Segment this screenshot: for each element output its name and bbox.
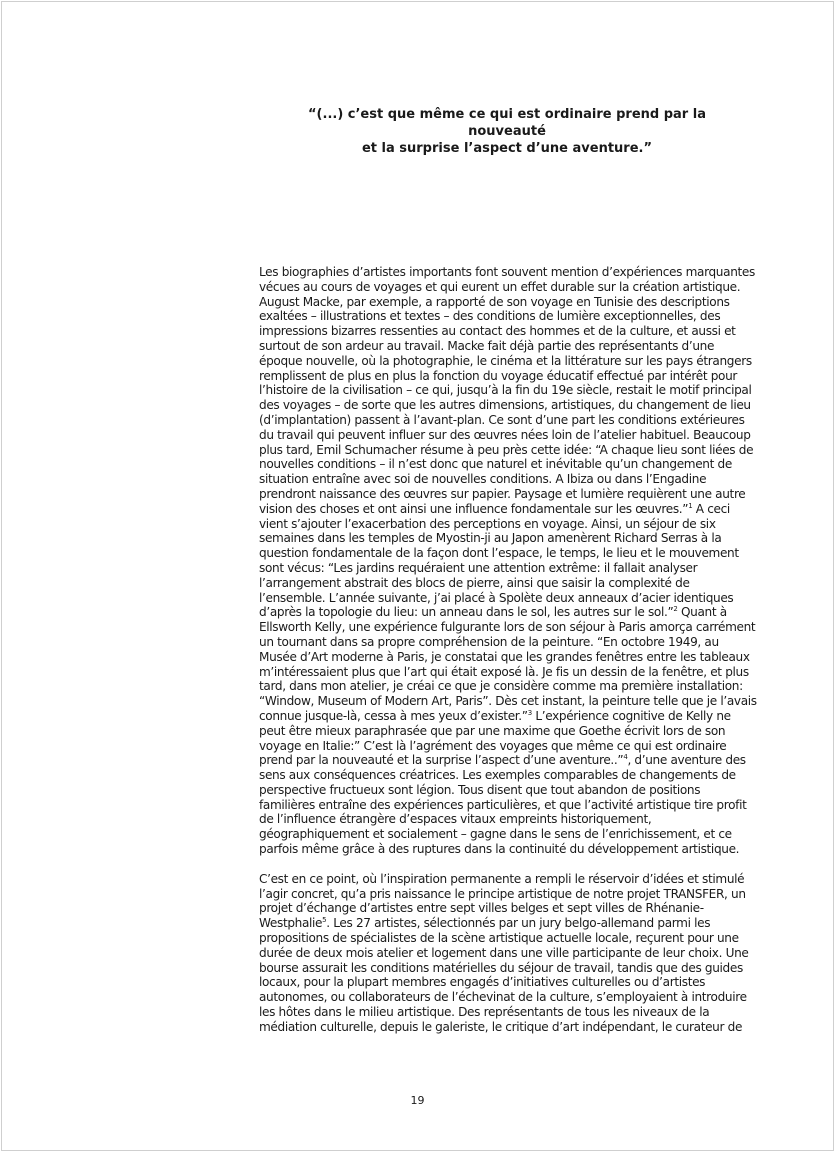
paragraph-1 [259,265,757,857]
footnote-ref-2: 2 [673,605,678,614]
body-text [259,265,757,1050]
paragraph-1-text-1: Les biographies d’artistes importants font souvent mention d’expériences marquantes vécues au cours de voyages et qui eurent un effet durable sur la création artistique. August Macke, par exemple, a rapporté de son voyage en Tunisie des descriptions exaltées – illustrations et textes – des conditions de lumière exceptionnelles, des impressions bizarres ressenties au contact des hommes et de la culture, et aussi et surtout de son ardeur au travail. Macke fait déjà partie des représentants d’une époque nouvelle, où la photographie, le cinéma et la littérature sur les pays étrangers remplissent de plus en plus la fonction du voyage éducatif effectué par intérêt pour l’histoire de la civilisation – ce qui, jusqu’à la fin du 19e siècle, restait le motif principal des voyages – de sorte que les autres dimensions, artistiques, du changement de lieu (d’implantation) passent à l’avant-plan. Ce sont d’une part les conditions extérieures du travail qui peuvent influer sur des œuvres nées loin de l’atelier habituel. Beaucoup plus tard, Emil Schumacher résume à peu près cette idée: “A chaque lieu sont liées de nouvelles conditions – il n’est donc que naturel et inévitable qu’un changement de situation entraîne avec soi de nouvelles conditions. A Ibiza ou dans l’Engadine prendront naissance des œuvres sur papier. Paysage et lumière requièrent une autre vision des choses et ont ainsi une influence fondamentale sur les œuvres.” [259,265,755,516]
epigraph-line-1: “(...) c’est que même ce qui est ordinaire prend par la nouveauté [308,107,706,139]
paragraph-1-text-5: , d’une aventure des sens aux conséquences créatrices. Les exemples comparables de changements de perspective fructueux sont légion. Tous disent que tout abandon de positions familières entraîne des expériences particulières, et que l’activité artistique tire profit de l’influence étrangère d’espaces vitaux empreints historiquement, géographiquement et socialement – gagne dans le sens de l’enrichissement, et ce parfois même grâce à des ruptures dans la continuité du développement artistique. [259,753,747,857]
paragraph-2-text-1: C’est en ce point, où l’inspiration permanente a rempli le réservoir d’idées et stimulé l’agir concret, qu’a pris naissance le principe artistique de notre projet TRANSFER, un projet d’échange d’artistes entre sept villes belges et sept villes de Rhénanie-Westphalie [259,871,746,931]
epigraph-line-2: et la surprise l’aspect d’une aventure.” [361,141,653,156]
page-number: 19 [410,1094,425,1107]
paragraph-2-text-2: . Les 27 artistes, sélectionnés par un jury belgo-allemand parmi les propositions de spécialistes de la scène artistique actuelle locale, reçurent pour une durée de deux mois atelier et logement dans une ville participante de leur choix. Une bourse assurait les conditions matérielles du séjour de travail, tandis que des guides locaux, pour la plupart membres engagés d’initiatives culturelles ou d’artistes autonomes, ou collaborateurs de l’échevinat de la culture, s’employaient à introduire les hôtes dans le milieu artistique. Des représentants de tous les niveaux de la médiation culturelle, depuis le galeriste, le critique d’art indépendant, le curateur de [259,916,749,1034]
footnote-ref-3: 3 [527,708,532,717]
document-page [1,1,834,1151]
paragraph-1-text-3: Quant à Ellsworth Kelly, une expérience fulgurante lors de son séjour à Paris amorça carrément un tournant dans sa propre compréhension de la peinture. “En octobre 1949, au Musée d’Art moderne à Paris, je constatai que les grandes fenêtres entre les tableaux m’intéressaient plus que l’art qui était exposé là. Je fis un dessin de la fenêtre, et plus tard, dans mon atelier, je créai ce que je considère comme ma première installation: “Window, Museum of Modern Art, Paris”. Dès cet instant, la peinture telle que je l’avais connue jusque-là, cessa à mes yeux d’exister.” [259,605,757,723]
epigraph-quote [272,106,742,157]
footnote-ref-1: 1 [688,501,693,510]
paragraph-1-text-2: A ceci vient s’ajouter l’exacerbation des perceptions en voyage. Ainsi, un séjour de six semaines dans les temples de Myostin-ji au Japon amenèrent Richard Serras à la question fondamentale de la façon dont l’espace, le temps, le lieu et le mouvement sont vécus: “Les jardins requéraient une attention extrême: il fallait analyser l’arrangement abstrait des blocs de pierre, ainsi que saisir la complexité de l’ensemble. L’année suivante, j’ai placé à Spolète deux anneaux d’acier identiques d’après la topologie du lieu: un anneau dans le sol, les autres sur le sol.” [259,501,739,620]
paragraph-2 [259,872,757,1035]
footnote-ref-5: 5 [322,916,327,925]
footnote-ref-4: 4 [623,753,628,762]
paragraph-1-text-4: L’expérience cognitive de Kelly ne peut être mieux paraphrasée que par une maxime que Goethe écrivit lors de son voyage en Italie:” C’est là l’agrément des voyages que même ce qui est ordinaire prend par la nouveauté et la surprise l’aspect d’une aventure..” [259,708,731,768]
